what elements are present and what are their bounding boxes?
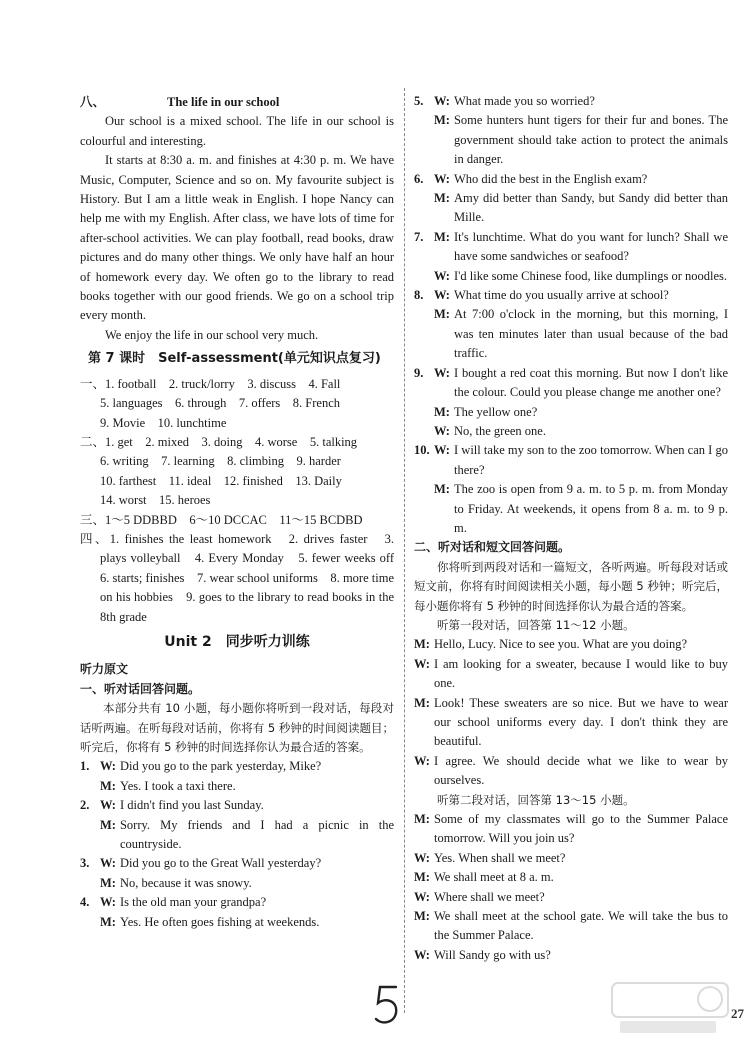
speaker-label: M: [414,695,430,710]
essay-title: The life in our school [167,95,280,109]
dialogue-text: Did you go to the park yesterday, Mike? [119,759,322,774]
dialogue-text: I agree. We should decide what we like to wear by ourselves. [433,753,728,788]
dialogue-line [414,694,728,752]
speaker-label: M: [434,113,450,128]
dialogue-line [414,888,728,907]
speaker-label: M: [414,870,430,885]
section-1-intro: 本部分共有 10 小题，每小题你将听到一段对话，每段对话听两遍。在听每段对话前，你将有 5 秒钟的时间阅读题目；听完后，你将有 5 秒钟的时间选择你认为最合适的答案。 [80,701,394,754]
dialogue-line [80,816,394,855]
answer-paragraph: 四、1. finishes the least homework 2. drives faster 3. plays volleyball 4. Every Monday 5. fewer weeks off 6. starts; finishes 7. wear school uniforms 8. more time on his hobbies 9. goes to the library to read books in the 8th grade [80,531,407,624]
speaker-label: M: [100,914,116,929]
dialogue-line [414,849,728,868]
question-number: 5. [414,94,424,108]
handwritten-mark [372,983,402,1027]
dialogue-line [414,92,728,111]
dialogue-line [414,907,728,946]
question-number: 6. [414,171,424,186]
dialogue-line [80,854,394,873]
left-column [80,92,407,932]
dialogue-text: Yes. He often goes fishing at weekends. [119,914,320,929]
speaker-label: M: [434,191,450,206]
speaker-label: W: [434,443,450,458]
speaker-label: W: [434,365,450,380]
dialogue-line [414,189,728,228]
speaker-label: W: [100,895,116,910]
dialogue-text: At 7:00 o'clock in the morning, but this morning, I was ten minutes later than usual because of the bad traffic. [453,307,728,361]
dialogue-line [80,796,394,815]
speaker-label: M: [434,307,450,322]
dialogue-text: We shall meet at 8 a. m. [433,870,554,885]
lesson-7-title: 第 7 课时 Self-assessment(单元知识点复习) [88,351,381,367]
dialogue-text: The yellow one? [453,404,538,419]
speaker-label: M: [434,404,450,419]
dialogue-line [414,305,728,363]
dialogue-line [80,893,394,912]
dialogue-text: Look! These sweaters are so nice. But we have to wear our school uniforms every day. I don't think they are beautiful. [433,695,728,749]
right-column [414,92,728,965]
dialogue-line [414,655,728,694]
answer-row: 三、1～5 DDBBD 6～10 DCCAC 11～15 BCDBD [80,512,363,527]
speaker-label: W: [100,759,116,774]
dialogue-text: Some hunters hunt tigers for their fur and bones. The government should take action to protect the animals in danger. [453,113,728,167]
question-number: 1. [80,759,90,774]
watermark-logo [610,979,730,1037]
listening-script-label: 听力原文 [80,662,129,677]
speaker-label: W: [414,753,430,768]
dialogue-line [414,403,728,422]
speaker-label: W: [434,94,450,108]
dialogue-text: We shall meet at the school gate. We will take the bus to the Summer Palace. [433,909,728,943]
dialogue-line [414,441,728,480]
page-number: 27 [731,1005,744,1021]
question-number: 3. [80,856,90,871]
answer-row: 10. farthest 11. ideal 12. finished 13. Daily [100,473,342,488]
dialogue-2 [414,810,728,965]
dialogue-text: What made you so worried? [453,94,595,108]
question-number: 7. [414,229,424,244]
section-1-title: 一、听对话回答问题。 [80,681,201,696]
dialogue-text: No, the green one. [453,423,546,438]
speaker-label: W: [434,171,450,186]
speaker-label: M: [414,812,430,827]
answer-row: 14. worst 15. heroes [100,493,211,508]
speaker-label: W: [434,423,450,438]
dialogue-list-right [414,92,728,538]
essay-section-number: 八、 [80,94,106,109]
dialogue-text: Yes. When shall we meet? [433,850,566,865]
answer-row: 6. writing 7. learning 8. climbing 9. harder [100,454,341,469]
dialogue-line [414,752,728,791]
speaker-label: M: [434,482,450,497]
dialogue-2-label: 听第二段对话，回答第 13～15 小题。 [437,792,635,807]
dialogue-line [80,913,394,932]
question-number: 9. [414,365,424,380]
question-number: 10. [414,443,430,458]
speaker-label: W: [100,798,116,813]
dialogue-text: I'd like some Chinese food, like dumplings or noodles. [453,268,728,283]
dialogue-line [414,170,728,189]
dialogue-line [414,480,728,538]
unit-2-title: Unit 2 同步听力训练 [164,633,310,650]
speaker-label: W: [414,656,430,671]
dialogue-line [414,111,728,169]
dialogue-line [414,810,728,849]
dialogue-text: I bought a red coat this morning. But now I don't like the colour. Could you please change me another one? [453,365,728,400]
dialogue-text: Will Sandy go with us? [433,947,551,962]
dialogue-text: No, because it was snowy. [119,875,252,890]
question-number: 2. [80,798,90,813]
speaker-label: M: [414,637,430,652]
dialogue-text: Did you go to the Great Wall yesterday? [119,856,322,871]
speaker-label: W: [434,288,450,303]
dialogue-line [80,757,394,776]
speaker-label: W: [414,947,430,962]
essay-paragraph: It starts at 8:30 a. m. and finishes at 4:30 p. m. We have Music, Computer, Science and so on. My favourite subject is History. But I am a little weak in English. I hope Nancy can help me with my English. After class, we have lots of time for after-school activities. We can play football, read books, draw pictures and do many other things. We only have half an hour of homework every day. We often go to the library to read books together with our good friends. We go on a school trip every month. [80,153,394,323]
dialogue-text: What time do you usually arrive at school? [453,288,669,303]
speaker-label: M: [100,817,116,832]
dialogue-text: Hello, Lucy. Nice to see you. What are you doing? [433,637,688,652]
dialogue-line [414,286,728,305]
question-number: 4. [80,895,90,910]
answer-row: 二、1. get 2. mixed 3. doing 4. worse 5. talking [80,434,358,449]
speaker-label: W: [414,850,430,865]
section-2-title: 二、听对话和短文回答问题。 [414,540,571,555]
dialogue-text: I didn't find you last Sunday. [119,798,264,813]
dialogue-1 [414,635,728,790]
speaker-label: M: [414,909,430,924]
question-number: 8. [414,288,424,303]
dialogue-line [80,777,394,796]
dialogue-text: I am looking for a sweater, because I would like to buy one. [433,656,728,691]
dialogue-line [414,228,728,267]
dialogue-line [414,946,728,965]
speaker-label: W: [434,268,450,283]
dialogue-text: The zoo is open from 9 a. m. to 5 p. m. from Monday to Friday. At weekends, it opens from 8 a. m. to 9 p. m. [453,482,728,535]
essay-paragraph: Our school is a mixed school. The life in our school is colourful and interesting. [80,114,394,148]
dialogue-text: It's lunchtime. What do you want for lunch? Shall we have some sandwiches or seafood? [453,229,728,264]
dialogue-line [414,422,728,441]
speaker-label: M: [100,778,116,793]
speaker-label: M: [100,875,116,890]
dialogue-line [414,364,728,403]
speaker-label: W: [100,856,116,871]
essay-paragraph: We enjoy the life in our school very much. [105,327,319,342]
essay-heading [80,92,394,112]
answer-row: 5. languages 6. through 7. offers 8. French [100,396,341,411]
dialogue-text: Is the old man your grandpa? [119,895,267,910]
dialogue-line [414,267,728,286]
dialogue-text: Yes. I took a taxi there. [119,778,236,793]
dialogue-list-left [80,757,394,932]
dialogue-text: Who did the best in the English exam? [453,171,648,186]
dialogue-line [80,874,394,893]
speaker-label: W: [414,889,430,904]
dialogue-text: Amy did better than Sandy, but Sandy did better than Mille. [453,191,728,225]
dialogue-text: Sorry. My friends and I had a picnic in the countryside. [119,817,394,852]
dialogue-1-label: 听第一段对话，回答第 11～12 小题。 [437,617,635,632]
dialogue-text: I will take my son to the zoo tomorrow. When can I go there? [453,443,728,477]
dialogue-text: Some of my classmates will go to the Summer Palace tomorrow. Will you join us? [433,812,728,846]
section-2-intro: 你将听到两段对话和一篇短文，各听两遍。听每段对话或短文前，你将有时间阅读相关小题，每小题 5 秒钟；听完后，每小题你将有 5 秒钟的时间选择你认为最合适的答案。 [414,559,728,613]
dialogue-text: Where shall we meet? [433,889,545,904]
dialogue-line [414,868,728,887]
dialogue-line [414,635,728,654]
answer-row: 一、1. football 2. truck/lorry 3. discuss 4. Fall [80,376,341,391]
answer-row: 9. Movie 10. lunchtime [100,415,227,430]
speaker-label: M: [434,229,450,244]
